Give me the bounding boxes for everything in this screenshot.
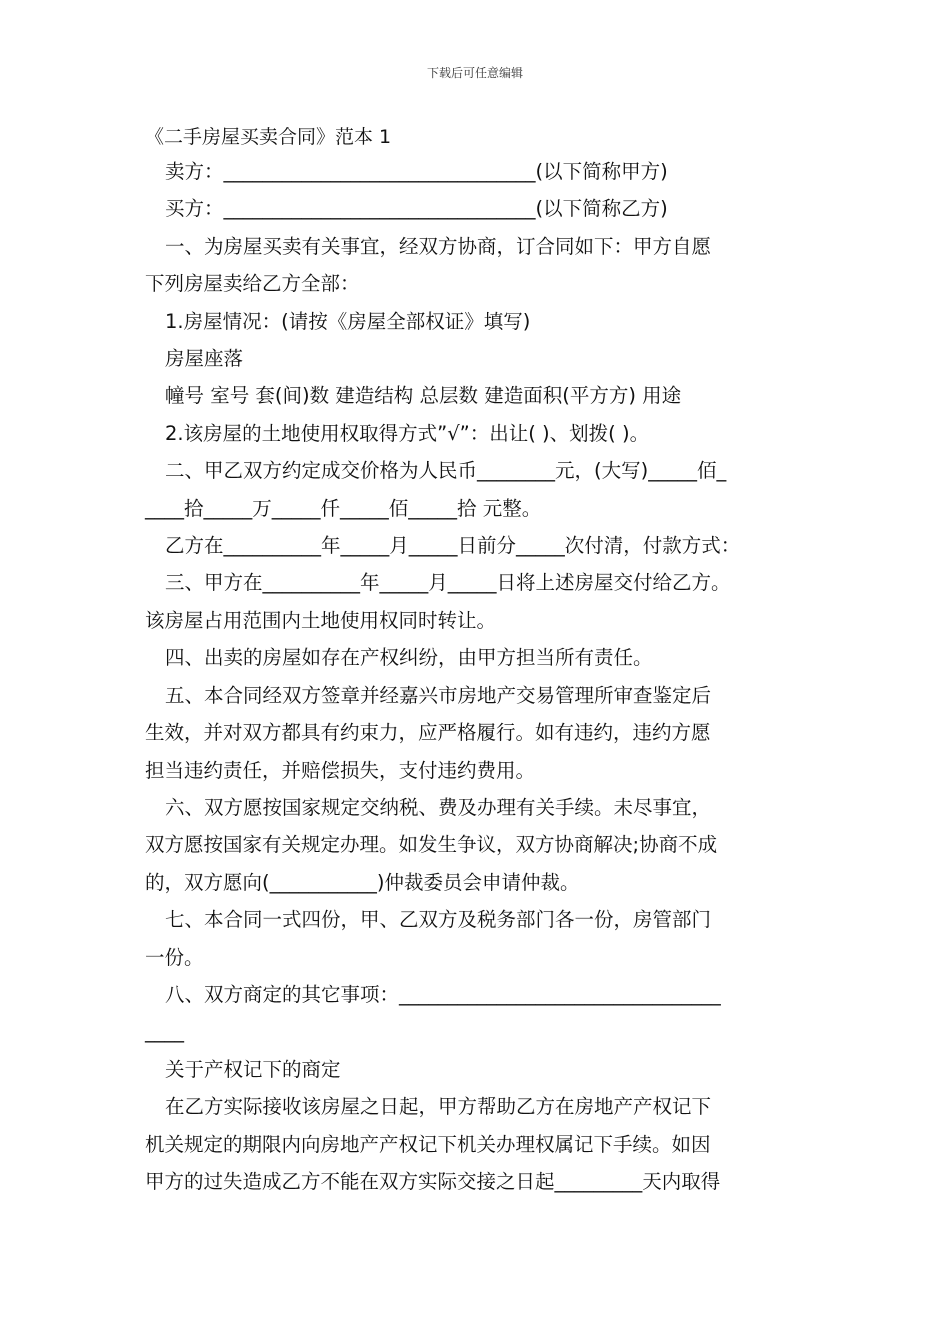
buyer-line: 买方：________________________________(以下简称乙方) bbox=[165, 197, 668, 221]
registration-line-1: 在乙方实际接收该房屋之日起，甲方帮助乙方在房地产产权记下 bbox=[165, 1095, 712, 1119]
clause-3-line-1: 三、甲方在__________年_____月_____日将上述房屋交付给乙方。 bbox=[165, 571, 731, 595]
clause-6-line-2: 双方愿按国家有关规定办理。如发生争议，双方协商解决;协商不成 bbox=[145, 833, 718, 857]
clause-5-line-3: 担当违约责任，并赔偿损失，支付违约费用。 bbox=[145, 758, 536, 782]
house-location-line: 房屋座落 bbox=[165, 347, 244, 371]
clause-8-line-2: ____ bbox=[145, 1020, 184, 1044]
section-heading-registration: 关于产权记下的商定 bbox=[165, 1057, 341, 1081]
page-header: 下载后可任意编辑 bbox=[426, 66, 523, 80]
registration-line-2: 机关规定的期限内向房地产产权记下机关办理权属记下手续。如因 bbox=[145, 1132, 711, 1156]
clause-7-line-1: 七、本合同一式四份，甲、乙双方及税务部门各一份，房管部门 bbox=[165, 908, 712, 932]
clause-7-line-2: 一份。 bbox=[145, 945, 204, 969]
house-fields-line: 幢号 室号 套(间)数 建造结构 总层数 建造面积(平方方) 用途 bbox=[165, 384, 682, 408]
registration-line-3: 甲方的过失造成乙方不能在双方实际交接之日起_________天内取得 bbox=[145, 1169, 721, 1193]
contract-body bbox=[145, 153, 810, 1200]
clause-1-line-1: 一、为房屋买卖有关事宜，经双方协商，订合同如下：甲方自愿 bbox=[165, 234, 712, 258]
clause-8-line-1: 八、双方商定的其它事项：_________________________________ bbox=[165, 982, 721, 1006]
payment-line: 乙方在__________年_____月_____日前分_____次付清，付款方式： bbox=[165, 534, 741, 558]
house-info-line: 1.房屋情况：(请按《房屋全部权证》填写) bbox=[165, 309, 531, 333]
clause-3-line-2: 该房屋占用范围内土地使用权同时转让。 bbox=[145, 608, 497, 632]
clause-4-line: 四、出卖的房屋如存在产权纠纷，由甲方担当所有责任。 bbox=[165, 646, 653, 670]
clause-2-line-1: 二、甲乙双方约定成交价格为人民币________元，(大写)_____佰_ bbox=[165, 459, 727, 483]
clause-5-line-2: 生效，并对双方都具有约束力，应严格履行。如有违约，违约方愿 bbox=[145, 721, 711, 745]
seller-line: 卖方：________________________________(以下简称甲方) bbox=[165, 160, 668, 183]
clause-6-line-3: 的，双方愿向(___________)仲裁委员会申请仲裁。 bbox=[145, 870, 580, 894]
contract-title: 《二手房屋买卖合同》范本 1 bbox=[145, 126, 392, 148]
clause-1-line-2: 下列房屋卖给乙方全部： bbox=[145, 272, 360, 296]
land-right-line: 2.该房屋的土地使用权取得方式”√”：出让( )、划拨( )。 bbox=[165, 421, 650, 445]
clause-2-line-2: ____拾_____万_____仟_____佰_____拾 元整。 bbox=[145, 496, 542, 520]
clause-6-line-1: 六、双方愿按国家规定交纳税、费及办理有关手续。未尽事宜， bbox=[165, 795, 712, 819]
clause-5-line-1: 五、本合同经双方签章并经嘉兴市房地产交易管理所审查鉴定后 bbox=[165, 683, 712, 707]
